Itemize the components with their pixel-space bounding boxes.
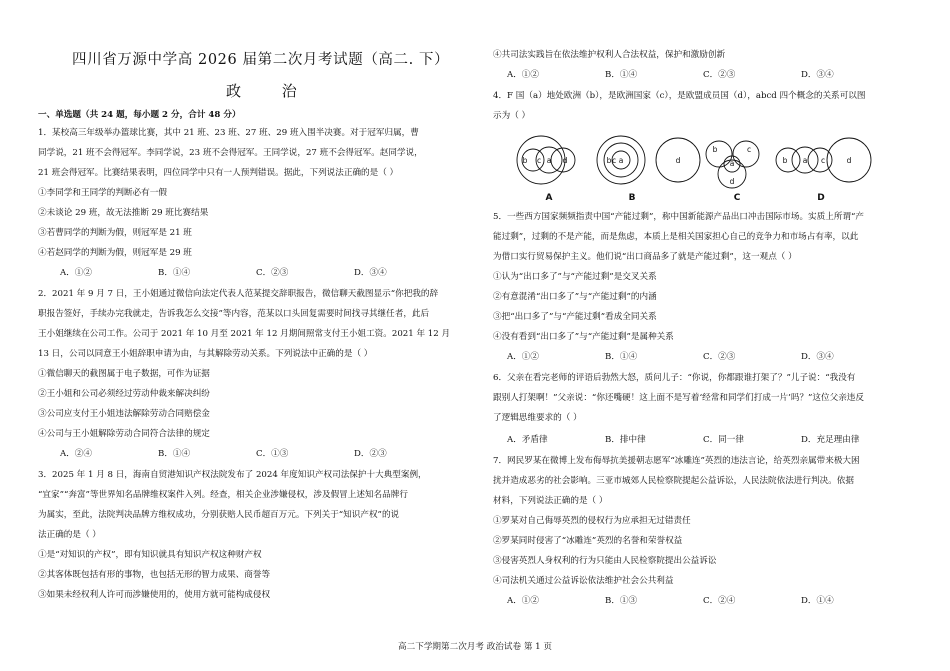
section-heading: 一、单选题（共 24 题，每小题 2 分，合计 48 分）	[38, 110, 241, 120]
question-line: 13 日，公司以同意王小姐辞职申请为由，与其解除劳动关系。下列说法中正确的是（ ）	[38, 349, 373, 359]
question-line: 7．网民罗某在微博上发布侮辱抗美援朝志愿军“冰雕连”英烈的违法言论，给英烈亲属带来极大困	[493, 456, 860, 466]
statement-item: ④共司法实践旨在依法维护权利人合法权益，保护和激励创新	[493, 50, 726, 60]
option-d[interactable]: D．③④	[354, 268, 387, 278]
diagram-label-a: A	[545, 193, 553, 203]
option-d[interactable]: D．充足理由律	[801, 435, 860, 445]
question-line: 5．一些西方国家频频指责中国“产能过剩”，称中国新能源产品出口冲击国际市场。实质上所谓“产	[493, 212, 864, 222]
statement-item: ③侵害英烈人身权利的行为只能由人民检察院提出公益诉讼	[493, 556, 717, 566]
question-line: 为借口实行贸易保护主义。他们说“出口商品多了就是产能过剩”，这一观点（ ）	[493, 252, 797, 262]
statement-item: ③如果未经权利人许可而涉嫌使用的，使用方就可能构成侵权	[38, 590, 271, 600]
statement-item: ④公司与王小姐解除劳动合同符合法律的规定	[38, 429, 210, 439]
venn-label: b	[782, 156, 788, 165]
question-line: 4．F 国（a）地处欧洲（b），是欧洲国家（c），是欧盟成员国（d），abcd 四个概念的关系可以图	[493, 91, 866, 101]
venn-label: d	[675, 156, 681, 165]
venn-label: d	[846, 156, 852, 165]
option-b[interactable]: B．①④	[158, 449, 191, 459]
statement-item: ①罗某对自己侮辱英烈的侵权行为应承担无过错责任	[493, 516, 691, 526]
option-d[interactable]: D．①④	[801, 596, 834, 606]
option-c[interactable]: C．②③	[703, 70, 736, 80]
option-c[interactable]: C．②③	[703, 352, 736, 362]
venn-label: c	[746, 145, 752, 154]
question-line: 能过剩”，过剩的不是产能，而是焦虑，本质上是相关国家担心自己的竞争力和市场占有率，以此	[493, 232, 859, 242]
question-line: 21 班会得冠军。比赛结果表明，四位同学中只有一人预判错误。据此，下列说法正确的是（ ）	[38, 168, 399, 178]
statement-item: ②王小姐和公司必须经过劳动仲裁来解决纠纷	[38, 389, 210, 399]
venn-label: a	[729, 159, 735, 168]
question-line: 为属实，至此，法院判决品牌方维权成功，分别获赔人民币超百万元。下列关于“知识产权”的说	[38, 510, 400, 520]
venn-label: d	[562, 156, 568, 165]
question-line: “宜家”“奔富”等世界知名品牌维权案件入列。经查，相关企业涉嫌侵权，涉及假冒上述知名品牌行	[38, 490, 408, 500]
diagram-label-d: D	[817, 193, 825, 203]
diagram-label-b: B	[628, 193, 636, 203]
question-line: 6．父亲在看完老师的评语后勃然大怒，质问儿子：“你说，你都跟谁打架了？”儿子说：“我没有	[493, 373, 856, 383]
statement-item: ①是“对知识的产权”，即有知识就具有知识产权这种财产权	[38, 550, 262, 560]
statement-item: ④没有看到“出口多了”与“产能过剩”是属种关系	[493, 332, 674, 342]
statement-item: ①微信聊天的截图属于电子数据，可作为证据	[38, 369, 210, 379]
venn-label: d	[729, 177, 735, 186]
venn-label: b	[522, 156, 528, 165]
exam-title: 四川省万源中学高 2026 届第二次月考试题（高二. 下）	[72, 52, 450, 68]
option-b[interactable]: B．排中律	[605, 435, 646, 445]
statement-item: ④司法机关通过公益诉讼依法维护社会公共利益	[493, 576, 674, 586]
option-b[interactable]: B．①③	[605, 596, 638, 606]
question-line: 示为（ ）	[493, 111, 531, 121]
question-line: 2．2021 年 9 月 7 日，王小姐通过微信向法定代表人范某提交辞职报告，微信聊天截图显示“你把我的辞	[38, 289, 439, 299]
statement-item: ②有意混淆“出口多了”与“产能过剩”的内涵	[493, 292, 657, 302]
statement-item: ②未谈论 29 班，故无法推断 29 班比赛结果	[38, 208, 209, 218]
question-line: 职报告签好，手续办完我就走，告诉我怎么交接”等内容，范某以口头回复需要时间找寻其继任者，此后	[38, 309, 430, 319]
option-a[interactable]: A．①②	[507, 596, 539, 606]
option-a[interactable]: A．矛盾律	[507, 435, 548, 445]
option-c[interactable]: C．同一律	[703, 435, 744, 445]
venn-label: a	[546, 156, 552, 165]
venn-label: c	[536, 156, 542, 165]
option-b[interactable]: B．①④	[605, 352, 638, 362]
question-line: 扰并造成恶劣的社会影响。三亚市城郊人民检察院提起公益诉讼，人民法院依法进行判决。依据	[493, 476, 854, 486]
option-a[interactable]: A．①②	[60, 268, 92, 278]
question-line: 材料，下列说法正确的是（ ）	[493, 496, 608, 506]
option-c[interactable]: C．①③	[256, 449, 289, 459]
answer-options	[60, 449, 452, 461]
statement-item: ②其客体既包括有形的事物，也包括无形的智力成果、商誉等	[38, 570, 271, 580]
venn-label: a	[618, 156, 624, 165]
statement-item: ③若曹同学的判断为假，则冠军是 21 班	[38, 228, 192, 238]
statement-item: ①李同学和王同学的判断必有一假	[38, 188, 167, 198]
question-line: 1．某校高三年级举办篮球比赛，其中 21 班、23 班、27 班、29 班入围半决赛。对于冠军归属，曹	[38, 128, 419, 138]
venn-label: b	[712, 145, 718, 154]
question-line: 同学说，21 班不会得冠军。李同学说，23 班不会得冠军。王同学说，27 班不会得冠军。赵同学说，	[38, 148, 423, 158]
answer-options	[507, 435, 899, 447]
subject-title: 政 治	[226, 82, 315, 100]
statement-item: ③把“出口多了”与“产能过剩”看成全同关系	[493, 312, 657, 322]
venn-label: a	[802, 156, 808, 165]
question-line: 3．2025 年 1 月 8 日，海南自贸港知识产权法院发布了 2024 年度知识产权司法保护十大典型案例，	[38, 470, 427, 480]
statement-item: ③公司应支付王小姐违法解除劳动合同赔偿金	[38, 409, 210, 419]
venn-label: c	[820, 156, 826, 165]
question-line: 了逻辑思维要求的（ ）	[493, 413, 582, 423]
option-a[interactable]: A．①②	[507, 70, 539, 80]
answer-options	[507, 596, 899, 608]
question-line: 跟别人打架啊！”父亲说：“你还嘴硬！这上面不是写着‘经常和同学们打成一片’吗？”这位父亲违反	[493, 393, 864, 403]
answer-options	[507, 70, 899, 82]
question-line: 法正确的是（ ）	[38, 530, 101, 540]
statement-item: ④若赵同学的判断为假，则冠军是 29 班	[38, 248, 192, 258]
venn-diagram-options	[505, 132, 905, 204]
page-footer: 高二下学期第二次月考 政治试卷 第 1 页	[398, 642, 552, 652]
option-d[interactable]: D．③④	[801, 352, 834, 362]
option-a[interactable]: A．①②	[507, 352, 539, 362]
diagram-label-c: C	[733, 193, 741, 203]
option-d[interactable]: D．②③	[354, 449, 387, 459]
option-b[interactable]: B．①④	[605, 70, 638, 80]
answer-options	[60, 268, 452, 280]
option-a[interactable]: A．②④	[60, 449, 92, 459]
venn-label: b	[606, 156, 612, 165]
venn-label: c	[611, 156, 617, 165]
option-b[interactable]: B．①④	[158, 268, 191, 278]
option-c[interactable]: C．②④	[703, 596, 736, 606]
question-line: 王小姐继续在公司工作。公司于 2021 年 10 月至 2021 年 12 月期间照常支付王小姐工资。2021 年 12 月	[38, 329, 451, 339]
option-c[interactable]: C．②③	[256, 268, 289, 278]
statement-item: ①认为“出口多了”与“产能过剩”是交叉关系	[493, 272, 657, 282]
answer-options	[507, 352, 899, 364]
statement-item: ②罗某同时侵害了“冰雕连”英烈的名誉和荣誉权益	[493, 536, 683, 546]
option-d[interactable]: D．③④	[801, 70, 834, 80]
